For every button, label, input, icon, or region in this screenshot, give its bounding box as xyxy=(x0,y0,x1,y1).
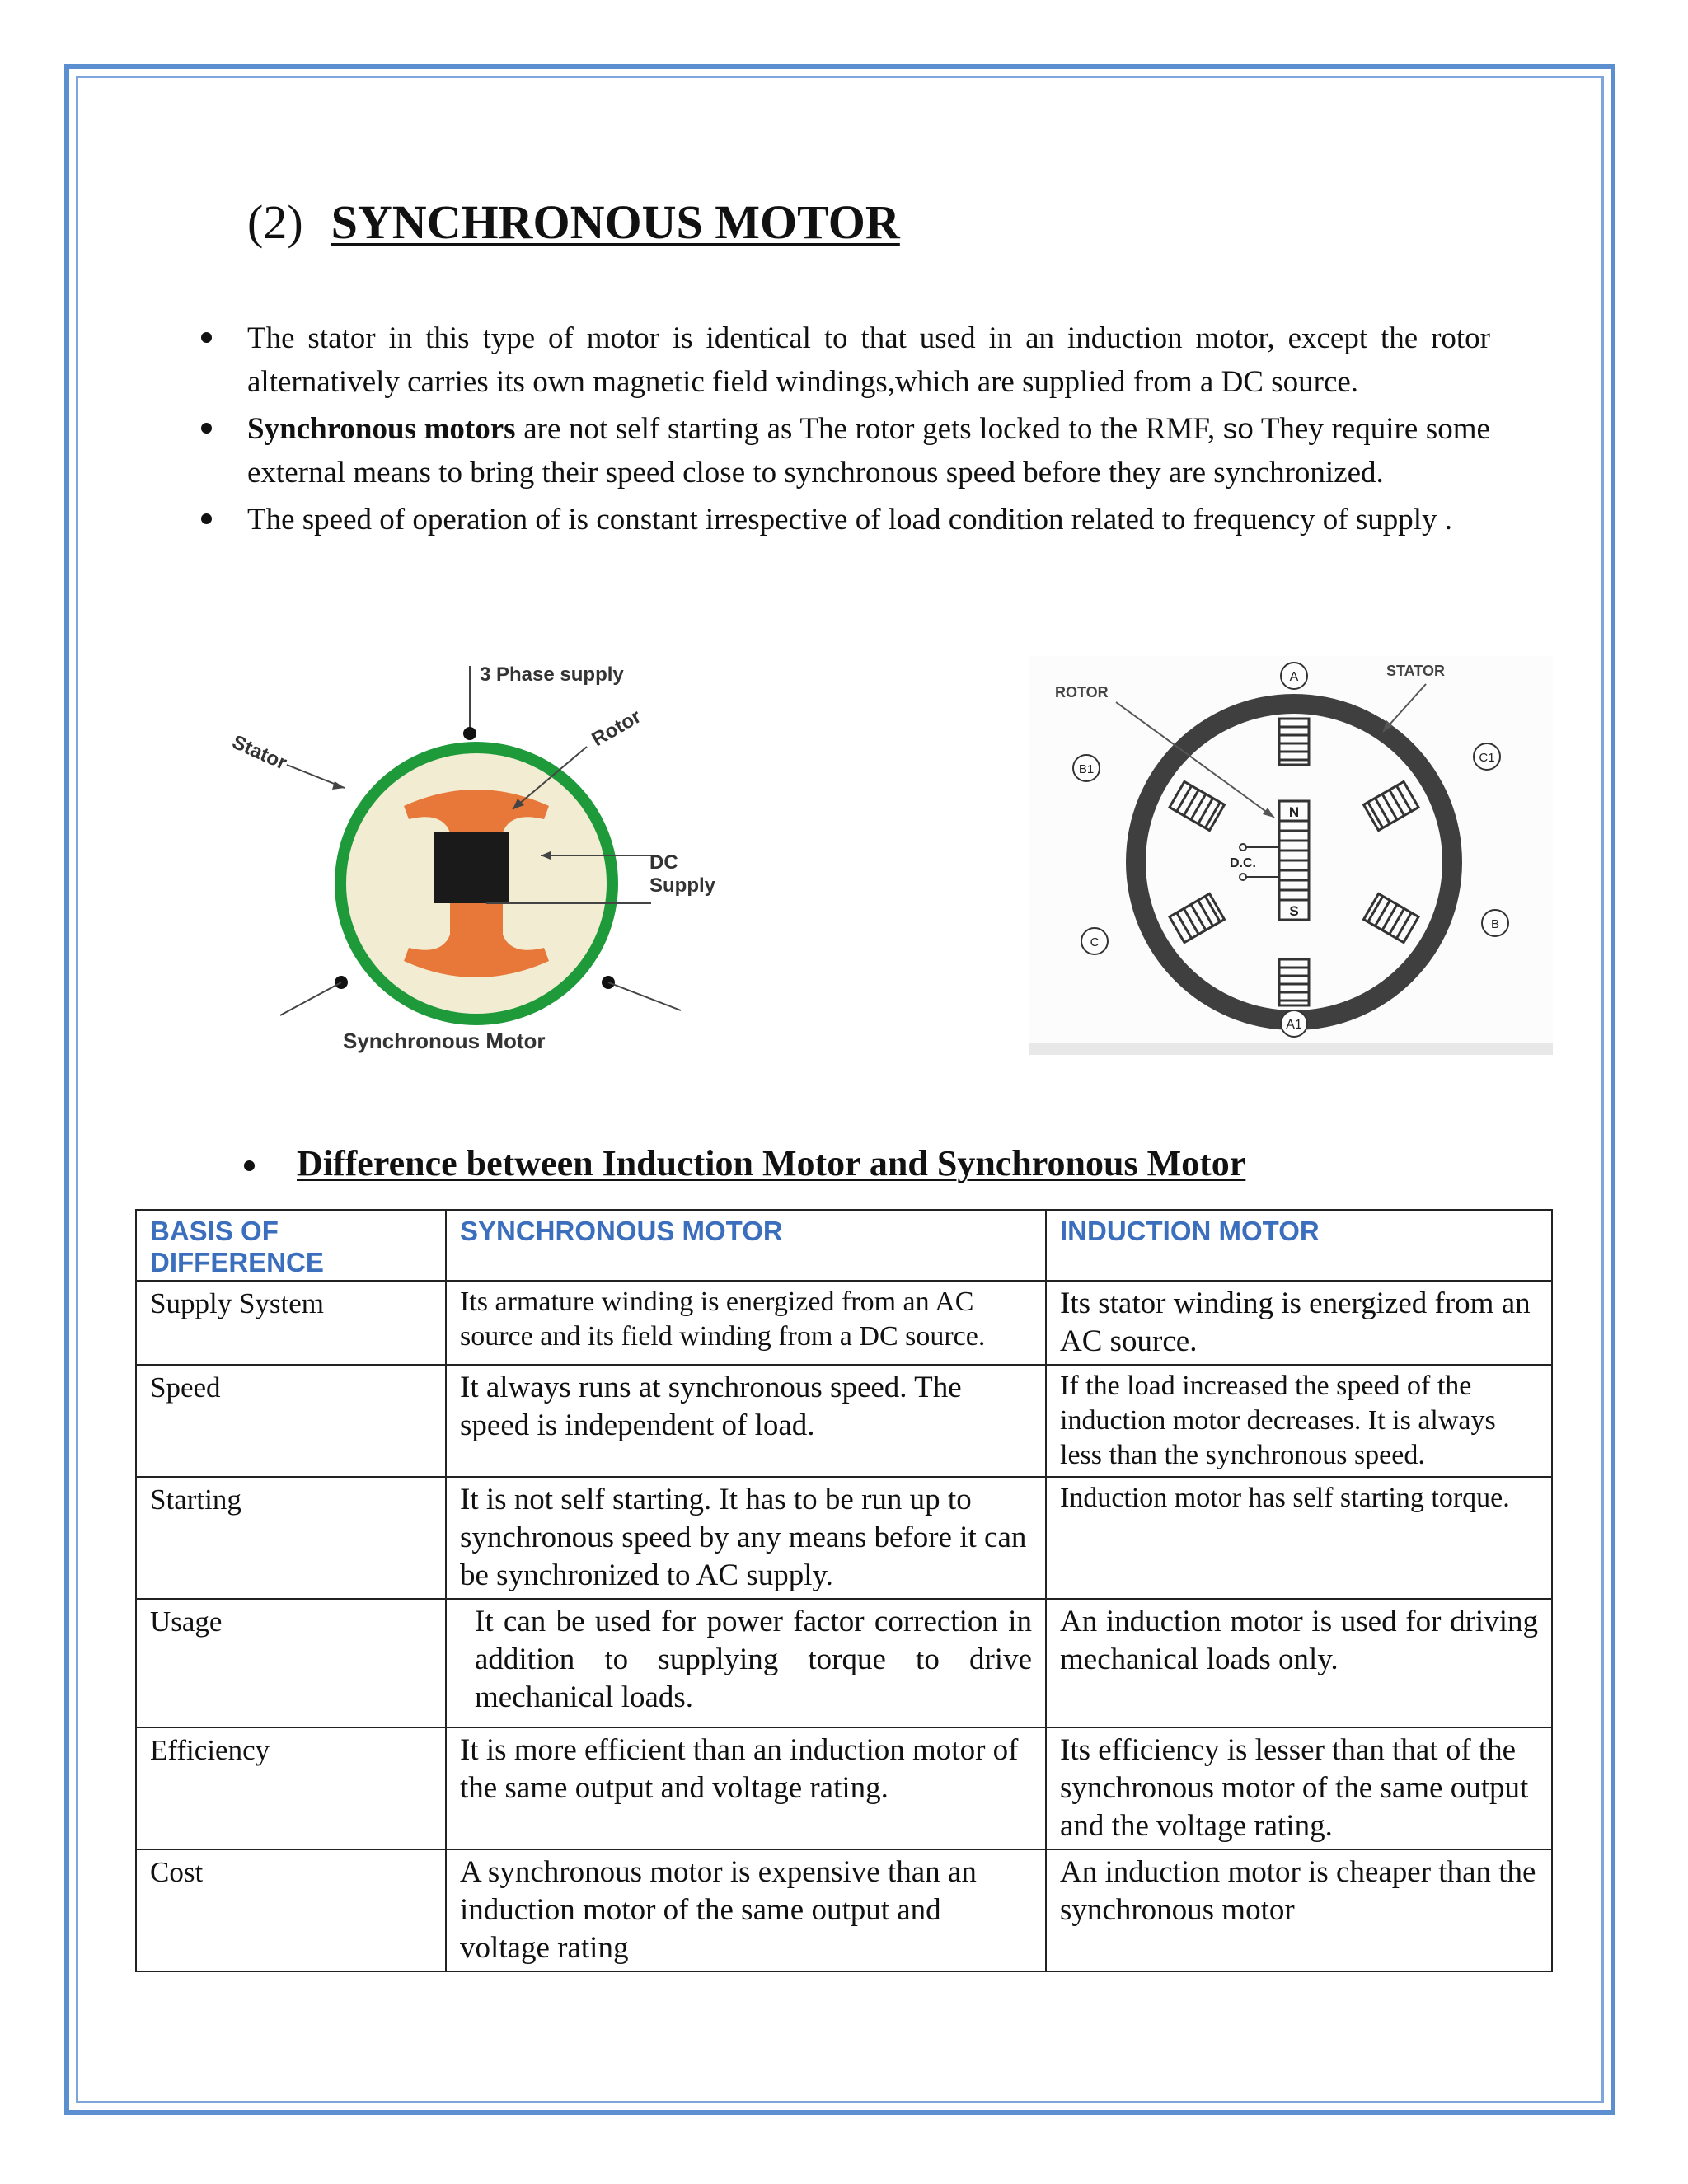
dc-label: DC xyxy=(649,851,678,874)
table-cell: An induction motor is used for driving mechanical loads only. xyxy=(1046,1599,1552,1727)
diagram-caption: Synchronous Motor xyxy=(343,1029,546,1053)
svg-text:A1: A1 xyxy=(1286,1018,1302,1032)
terminal-line xyxy=(608,982,681,1010)
rotor-shaft xyxy=(450,903,503,935)
comparison-table xyxy=(135,1209,1553,1972)
svg-text:C: C xyxy=(1090,935,1100,949)
terminal-c xyxy=(1081,928,1108,954)
dc-terminal xyxy=(1240,874,1246,880)
table-row xyxy=(136,1281,1552,1365)
svg-text:B: B xyxy=(1490,917,1500,931)
bullet-icon xyxy=(201,423,212,434)
bullet-item xyxy=(247,498,1490,541)
section-heading xyxy=(247,194,900,250)
supply-label: 3 Phase supply xyxy=(480,663,624,686)
table-cell: If the load increased the speed of the induction motor decreases. It is always less than the synchronous speed. xyxy=(1046,1365,1552,1477)
table-cell: A synchronous motor is expensive than an induction motor of the same output and voltage rating xyxy=(446,1849,1046,1971)
table-cell: Speed xyxy=(136,1365,446,1477)
table-cell: Starting xyxy=(136,1477,446,1599)
stator-coil-a1 xyxy=(1279,959,1309,1005)
table-cell: Cost xyxy=(136,1849,446,1971)
table-row xyxy=(136,1849,1552,1971)
bullet-text: The speed of operation of is constant irrespective of load condition related to frequency of supply . xyxy=(247,503,1453,537)
column-header: INDUCTION MOTOR xyxy=(1046,1210,1552,1281)
column-header: BASIS OF DIFFERENCE xyxy=(136,1210,446,1281)
bullet-text: so xyxy=(1222,413,1254,445)
table-row xyxy=(136,1599,1552,1727)
rotor-label: ROTOR xyxy=(1055,684,1109,701)
svg-text:C1: C1 xyxy=(1479,751,1495,765)
svg-text:B1: B1 xyxy=(1078,762,1095,776)
terminal-c1 xyxy=(1474,743,1500,770)
table-cell: It is more efficient than an induction motor of the same output and voltage rating. xyxy=(446,1727,1046,1849)
terminal-a1 xyxy=(1281,1010,1307,1037)
rotor-s-label: S xyxy=(1289,903,1299,919)
bullet-text: They require some external means to bring their speed close to synchronous speed before they are synchronized. xyxy=(247,412,1490,490)
table-row xyxy=(136,1727,1552,1849)
bullet-icon xyxy=(201,332,212,343)
subheading-text: Difference between Induction Motor and Synchronous Motor xyxy=(297,1143,1246,1183)
rotor-shaft-top xyxy=(450,821,503,832)
bullet-text: The stator in this type of motor is identical to that used in an induction motor, except the rotor alternatively carries its own magnetic field windings,which are supplied from a DC source. xyxy=(247,321,1490,399)
table-cell: Induction motor has self starting torque. xyxy=(1046,1477,1552,1599)
rotor-winding-turns xyxy=(1279,831,1309,890)
section-title: SYNCHRONOUS MOTOR xyxy=(331,195,900,249)
stator-coil-a xyxy=(1279,719,1309,765)
synchronous-motor-diagram xyxy=(223,658,750,1078)
bullet-bold-term: Synchronous motors xyxy=(247,412,516,446)
bullet-item xyxy=(247,316,1490,404)
table-cell: An induction motor is cheaper than the synchronous motor xyxy=(1046,1849,1552,1971)
arrow-head xyxy=(332,781,345,790)
field-core xyxy=(434,832,509,903)
rotor-label: Rotor xyxy=(588,705,645,752)
terminal-dot xyxy=(463,727,476,740)
terminal-a xyxy=(1281,663,1307,689)
table-row xyxy=(136,1365,1552,1477)
table-header-row xyxy=(136,1210,1552,1281)
table-cell: Its efficiency is lesser than that of the synchronous motor of the same output and the voltage rating. xyxy=(1046,1727,1552,1849)
bullet-icon xyxy=(201,513,212,524)
terminal-b xyxy=(1482,910,1508,936)
dc-terminal xyxy=(1240,844,1246,851)
diagram-footer-bar xyxy=(1029,1043,1553,1055)
bullet-item xyxy=(247,407,1490,494)
supply-label: Supply xyxy=(649,874,716,897)
dc-label: D.C. xyxy=(1230,856,1256,870)
table-cell: It can be used for power factor correction in addition to supplying torque to drive mechanical loads. xyxy=(446,1599,1046,1727)
column-header: SYNCHRONOUS MOTOR xyxy=(446,1210,1046,1281)
terminal-line xyxy=(280,982,341,1015)
svg-text:A: A xyxy=(1289,670,1299,684)
table-row xyxy=(136,1477,1552,1599)
table-cell: It is not self starting. It has to be run up to synchronous speed by any means before it can be synchronized to AC supply. xyxy=(446,1477,1046,1599)
table-cell: Usage xyxy=(136,1599,446,1727)
bullet-icon xyxy=(244,1160,255,1171)
stator-rotor-winding-diagram xyxy=(1029,656,1553,1055)
stator-label: Stator xyxy=(228,730,290,775)
stator-label: STATOR xyxy=(1386,663,1445,679)
terminal-b1 xyxy=(1073,755,1100,781)
table-cell: Its stator winding is energized from an AC source. xyxy=(1046,1281,1552,1365)
rotor-n-label: N xyxy=(1288,804,1300,820)
table-cell: Supply System xyxy=(136,1281,446,1365)
table-cell: It always runs at synchronous speed. The speed is independent of load. xyxy=(446,1365,1046,1477)
table-cell: Efficiency xyxy=(136,1727,446,1849)
section-number: (2) xyxy=(247,195,303,249)
comparison-subheading xyxy=(247,1142,1245,1184)
bullet-text: are not self starting as The rotor gets locked to the RMF, xyxy=(515,412,1223,446)
bullet-list xyxy=(247,316,1490,545)
table-cell: Its armature winding is energized from an AC source and its field winding from a DC source. xyxy=(446,1281,1046,1365)
